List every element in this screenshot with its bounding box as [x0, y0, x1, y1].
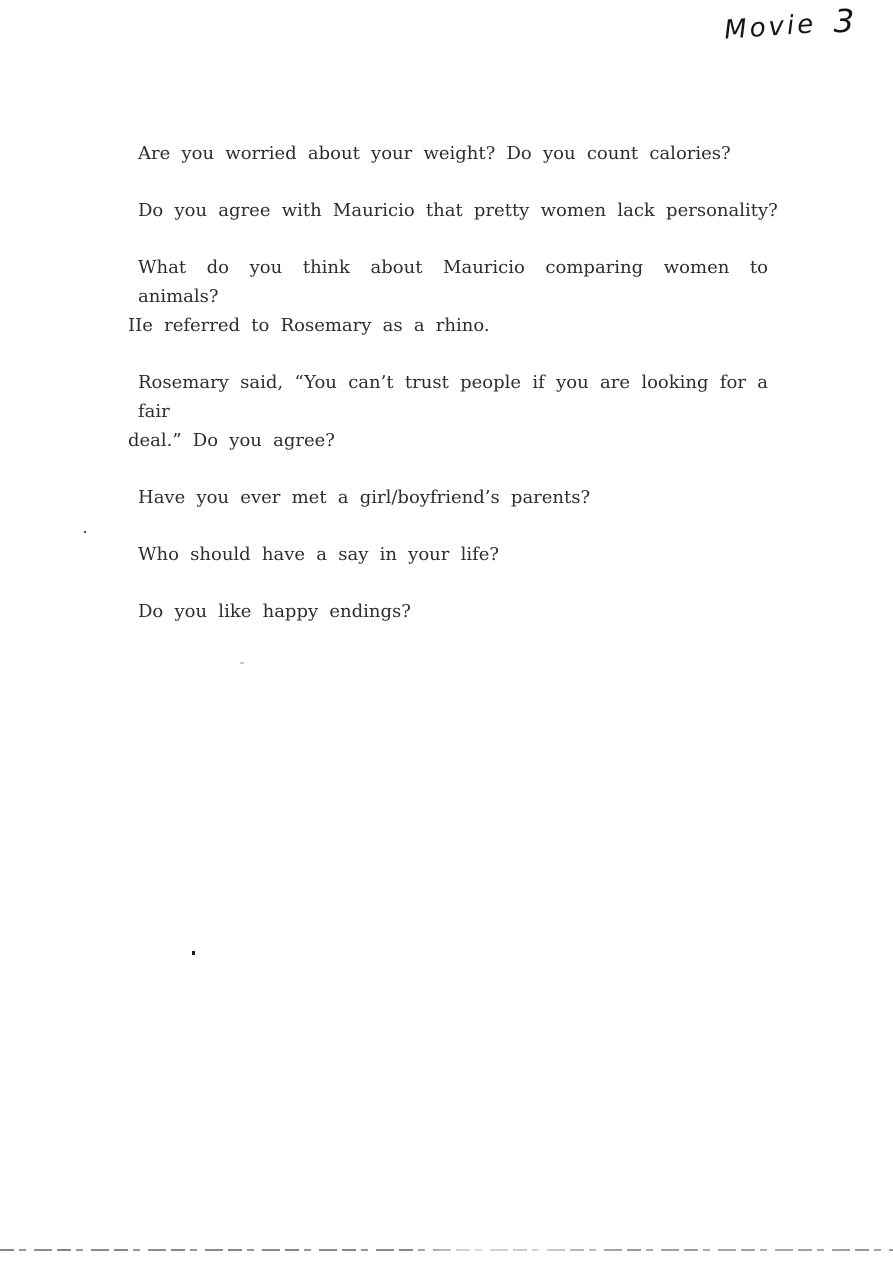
scan-speck [192, 951, 195, 955]
question-paragraph [128, 483, 768, 512]
question-line: Do you agree with Mauricio that pretty women lack personality? [138, 200, 778, 221]
question-list [128, 139, 778, 654]
scan-speck [240, 662, 244, 664]
question-line: Do you like happy endings? [138, 601, 411, 622]
question-line: deal.” Do you agree? [128, 430, 335, 451]
question-paragraph [128, 368, 768, 455]
handwritten-word: Movie [723, 9, 818, 46]
question-line: Rosemary said, “You can’t trust people if you are looking for a fair [138, 372, 768, 422]
question-paragraph [128, 139, 768, 168]
question-paragraph [128, 253, 768, 340]
question-paragraph [128, 597, 768, 626]
question-line: Who should have a say in your life? [138, 544, 500, 565]
question-line: Have you ever met a girl/boyfriend’s parents? [138, 487, 591, 508]
handwritten-number: 3 [833, 1, 858, 41]
scan-artifact-line [0, 1249, 893, 1251]
handwritten-title [723, 0, 859, 47]
scan-speck [84, 531, 86, 533]
question-paragraph [128, 196, 778, 225]
question-paragraph [128, 540, 768, 569]
question-line: What do you think about Mauricio comparing women to animals? [138, 257, 768, 307]
question-line: Are you worried about your weight? Do you count calories? [138, 143, 731, 164]
question-line: IIe referred to Rosemary as a rhino. [128, 315, 490, 336]
